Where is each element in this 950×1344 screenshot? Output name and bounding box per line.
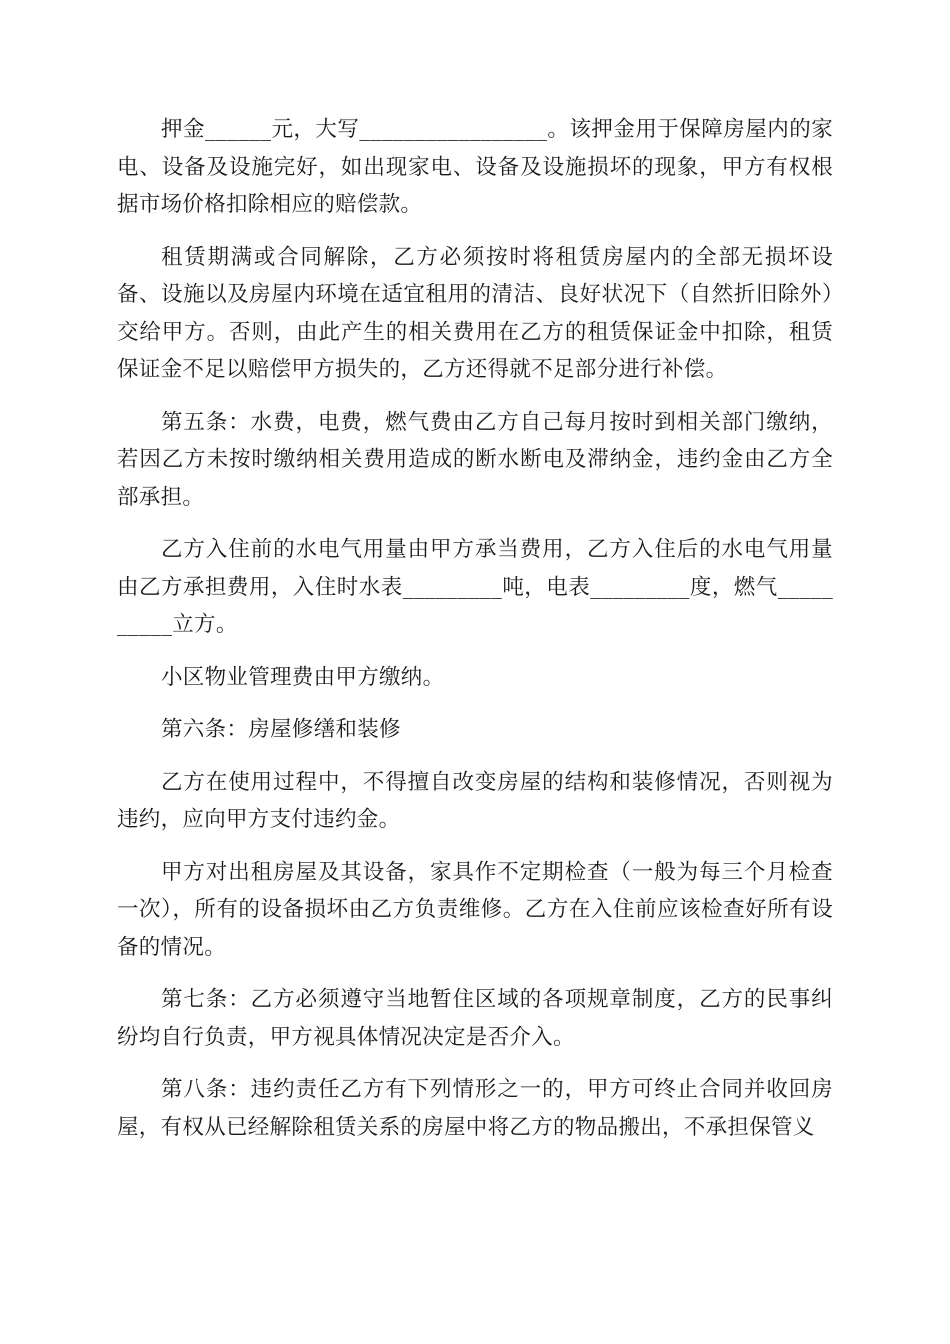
paragraph-article-8: 第八条：违约责任乙方有下列情形之一的，甲方可终止合同并收回房屋，有权从已经解除租赁关系的房屋中将乙方的物品搬出，不承担保管义 bbox=[117, 1077, 833, 1140]
paragraph-inspection: 甲方对出租房屋及其设备，家具作不定期检查（一般为每三个月检查一次），所有的设备损坏由乙方负责维修。乙方在入住前应该检查好所有设备的情况。 bbox=[117, 859, 833, 960]
paragraph-article-7: 第七条：乙方必须遵守当地暂住区域的各项规章制度，乙方的民事纠纷均自行负责，甲方视具体情况决定是否介入。 bbox=[117, 987, 833, 1050]
paragraph-lease-expiry: 租赁期满或合同解除，乙方必须按时将租赁房屋内的全部无损坏设备、设施以及房屋内环境在适宜租用的清洁、良好状况下（自然折旧除外）交给甲方。否则，由此产生的相关费用在乙方的租赁保证金中扣除，租赁保证金不足以赔偿甲方损失的，乙方还得就不足部分进行补偿。 bbox=[117, 244, 833, 382]
paragraph-property-fee: 小区物业管理费由甲方缴纳。 bbox=[161, 664, 445, 690]
paragraph-article-5: 第五条：水费，电费，燃气费由乙方自己每月按时到相关部门缴纳，若因乙方未按时缴纳相关费用造成的断水断电及滞纳金，违约金由乙方全部承担。 bbox=[117, 409, 833, 510]
document-page bbox=[117, 111, 833, 1161]
paragraph-utility-readings: 乙方入住前的水电气用量由甲方承当费用，乙方入住后的水电气用量由乙方承担费用，入住时水表_________吨，电表_________度，燃气__________立方。 bbox=[117, 537, 833, 637]
paragraph-article-6-heading: 第六条：房屋修缮和装修 bbox=[161, 717, 401, 742]
paragraph-deposit: 押金______元，大写_________________。该押金用于保障房屋内的家电、设备及设施完好，如出现家电、设备及设施损坏的现象，甲方有权根据市场价格扣除相应的赔偿款。 bbox=[117, 117, 833, 217]
paragraph-no-alteration: 乙方在使用过程中，不得擅自改变房屋的结构和装修情况，否则视为违约，应向甲方支付违约金。 bbox=[117, 769, 833, 832]
